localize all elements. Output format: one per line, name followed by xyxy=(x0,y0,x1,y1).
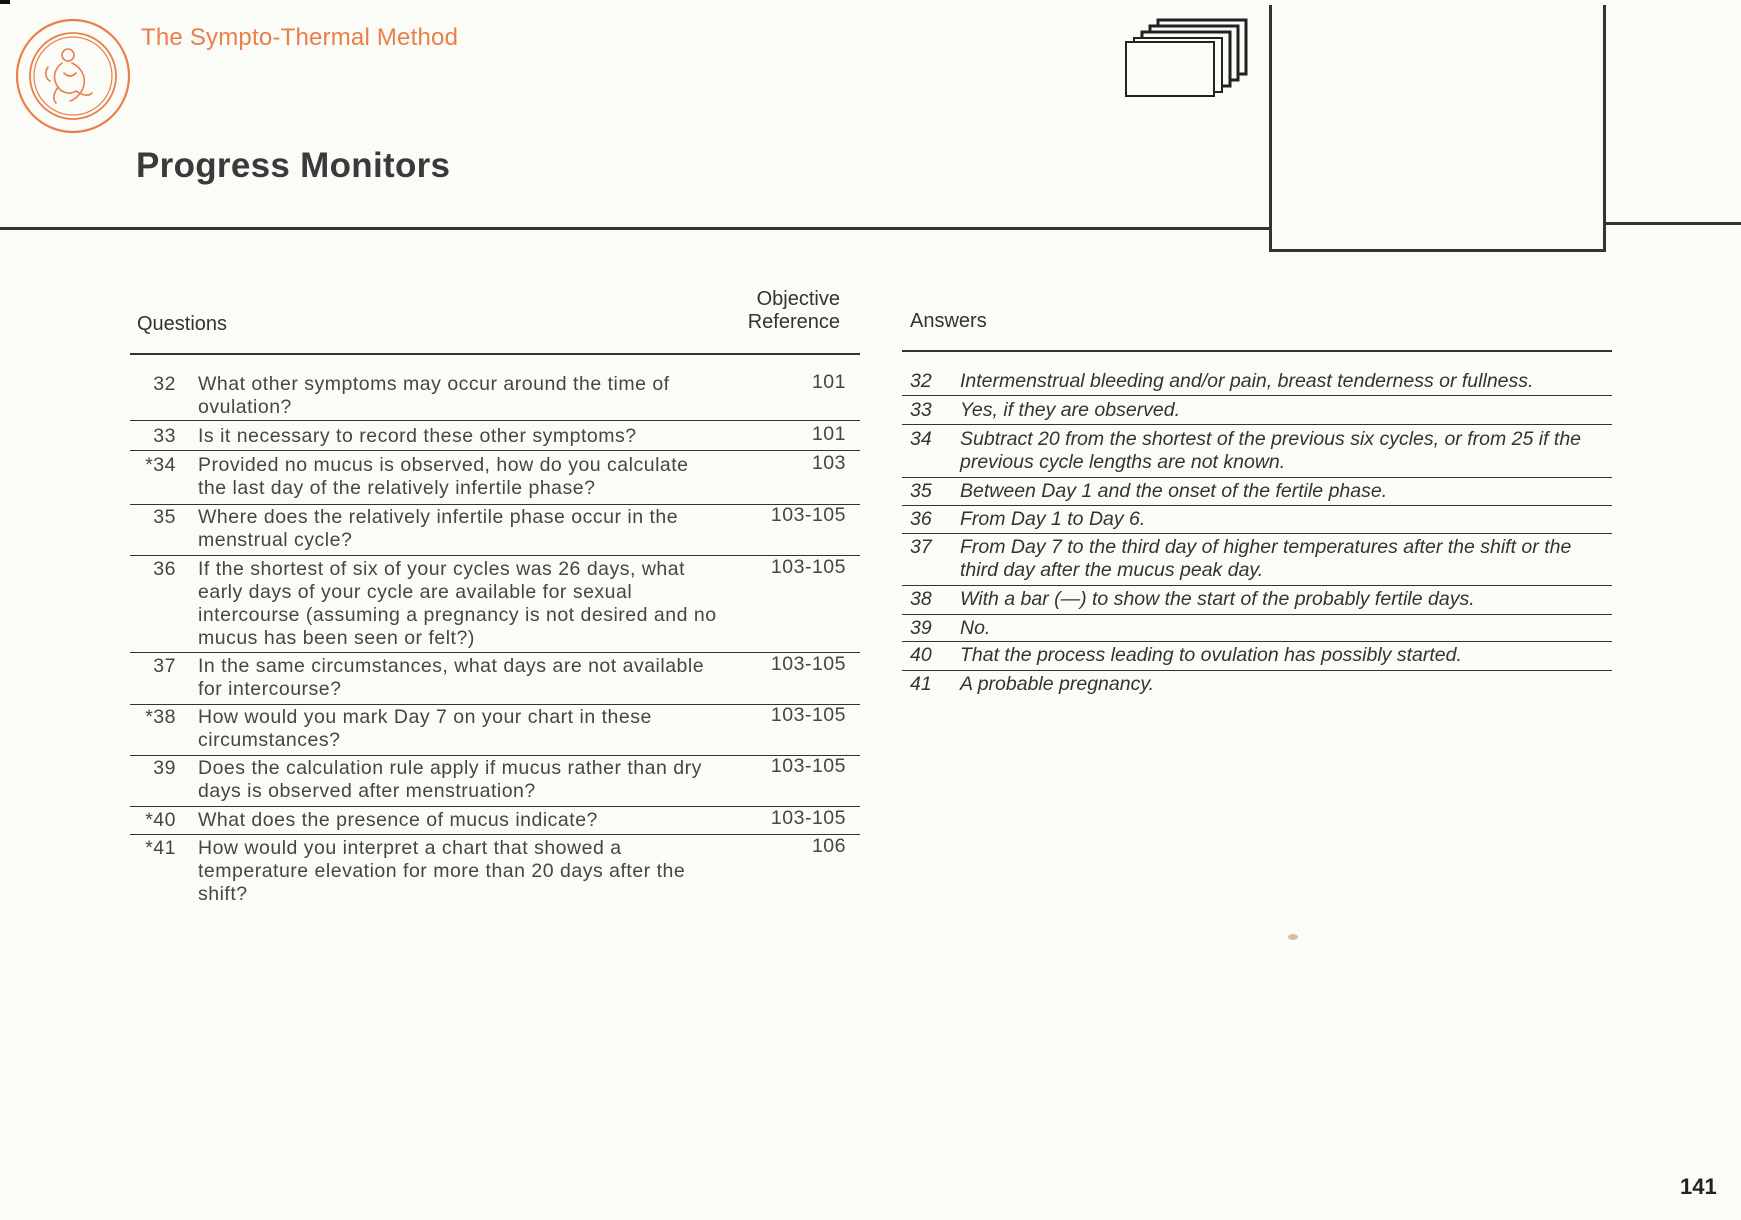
answer-number: 38 xyxy=(910,588,932,610)
question-text: In the same circumstances, what days are not available for intercourse? xyxy=(198,655,705,700)
answer-text: Intermenstrual bleeding and/or pain, breast tenderness or fullness. xyxy=(960,370,1534,392)
question-text: What does the presence of mucus indicate? xyxy=(198,809,598,831)
question-row xyxy=(130,757,860,807)
answers-heading: Answers xyxy=(910,310,987,332)
question-row xyxy=(130,506,860,556)
question-row xyxy=(130,425,860,451)
question-text: What other symptoms may occur around the time of ovulation? xyxy=(198,373,670,418)
question-row xyxy=(130,558,860,653)
answer-number: 41 xyxy=(910,673,932,695)
answer-row xyxy=(902,508,1612,534)
stacked-cards-icon xyxy=(1124,18,1254,100)
question-text: Does the calculation rule apply if mucus rather than dry days is observed after menstruation? xyxy=(198,757,702,802)
questions-heading: Questions xyxy=(137,313,228,335)
answer-row xyxy=(902,370,1612,396)
question-reference: 103-105 xyxy=(770,807,846,829)
answer-number: 40 xyxy=(910,644,932,666)
question-text: Provided no mucus is observed, how do you calculate the last day of the relatively infertile phase? xyxy=(198,454,689,499)
answer-text: Between Day 1 and the onset of the fertile phase. xyxy=(960,480,1388,502)
question-reference: 103-105 xyxy=(770,653,846,675)
page-number: 141 xyxy=(1680,1174,1717,1199)
question-number: 35 xyxy=(153,506,176,528)
answer-row xyxy=(902,399,1612,425)
series-title: The Sympto-Thermal Method xyxy=(141,24,459,51)
questions-top-rule xyxy=(130,353,860,355)
question-number: *38 xyxy=(145,706,176,728)
answer-number: 34 xyxy=(910,428,932,450)
page-title: Progress Monitors xyxy=(136,146,451,185)
question-row xyxy=(130,454,860,505)
question-reference: 106 xyxy=(811,835,846,857)
answer-text: Subtract 20 from the shortest of the previous six cycles, or from 25 if the previous cycle lengths are not known. xyxy=(960,428,1582,473)
ref-heading-line1: Objective xyxy=(756,288,840,310)
question-reference: 103-105 xyxy=(770,755,846,777)
question-text: If the shortest of six of your cycles was 26 days, what early days of your cycle are available for sexual intercourse (assuming a pregnancy is not desired and no mucus has been seen or felt?) xyxy=(198,558,717,649)
question-row xyxy=(130,373,860,421)
question-reference: 103-105 xyxy=(770,704,846,726)
answer-text: Yes, if they are observed. xyxy=(960,399,1181,421)
answer-row xyxy=(902,428,1612,478)
question-number: 39 xyxy=(153,757,176,779)
answer-number: 32 xyxy=(910,370,932,392)
answer-row xyxy=(902,617,1612,642)
answer-row xyxy=(902,644,1612,671)
question-number: *34 xyxy=(145,454,176,476)
question-number: 32 xyxy=(153,373,176,395)
answer-text: A probable pregnancy. xyxy=(960,673,1155,695)
question-reference: 101 xyxy=(811,423,846,445)
question-number: 36 xyxy=(153,558,176,580)
question-reference: 103-105 xyxy=(770,504,846,526)
answer-row xyxy=(902,536,1612,586)
question-text: How would you mark Day 7 on your chart in these circumstances? xyxy=(198,706,652,751)
corner-mark xyxy=(0,0,10,4)
answer-text: From Day 7 to the third day of higher temperatures after the shift or the third day after the mucus peak day. xyxy=(960,536,1572,581)
answer-number: 39 xyxy=(910,617,932,639)
answers-top-rule xyxy=(902,350,1612,352)
paper-speck xyxy=(1288,934,1298,940)
answer-text: No. xyxy=(960,617,991,639)
question-number: 33 xyxy=(153,425,176,447)
answer-number: 35 xyxy=(910,480,932,502)
question-text: How would you interpret a chart that showed a temperature elevation for more than 20 days after the shift? xyxy=(198,837,686,905)
answer-number: 36 xyxy=(910,508,932,530)
ref-heading-line2: Reference xyxy=(747,311,840,333)
question-row xyxy=(130,706,860,756)
answer-number: 37 xyxy=(910,536,932,558)
question-reference: 101 xyxy=(811,371,846,393)
objective-reference-heading xyxy=(720,288,840,334)
question-text: Where does the relatively infertile phase occur in the menstrual cycle? xyxy=(198,506,679,551)
question-row xyxy=(130,655,860,705)
answer-text: With a bar (—) to show the start of the probably fertile days. xyxy=(960,588,1475,610)
blank-frame-box xyxy=(1269,5,1606,252)
question-number: *41 xyxy=(145,837,176,859)
question-number: *40 xyxy=(145,809,176,831)
question-reference: 103 xyxy=(811,452,846,474)
answer-row xyxy=(902,480,1612,506)
question-row xyxy=(130,809,860,835)
answer-text: From Day 1 to Day 6. xyxy=(960,508,1146,530)
method-logo-icon xyxy=(14,17,132,135)
header-divider-right xyxy=(1606,222,1741,225)
question-reference: 103-105 xyxy=(770,556,846,578)
answer-row xyxy=(902,588,1612,615)
header-divider xyxy=(0,227,1272,230)
answer-number: 33 xyxy=(910,399,932,421)
question-row xyxy=(130,837,860,909)
answer-row xyxy=(902,673,1612,699)
question-number: 37 xyxy=(153,655,176,677)
answer-text: That the process leading to ovulation has possibly started. xyxy=(960,644,1462,666)
question-text: Is it necessary to record these other symptoms? xyxy=(198,425,637,447)
